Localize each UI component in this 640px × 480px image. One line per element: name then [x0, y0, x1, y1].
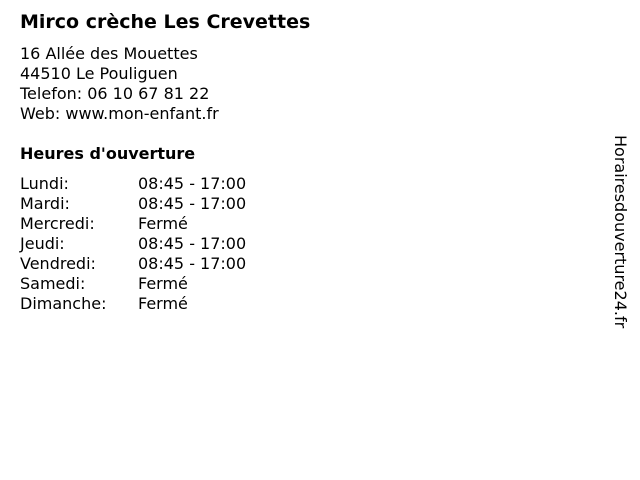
- address-line-city: 44510 Le Pouliguen: [20, 64, 178, 83]
- hours-row-saturday: [20, 274, 246, 294]
- hours-row-sunday: [20, 294, 246, 314]
- business-contact: [20, 44, 219, 124]
- day-hours: Fermé: [138, 214, 188, 233]
- day-hours: 08:45 - 17:00: [138, 254, 247, 273]
- opening-hours-heading: Heures d'ouverture: [20, 144, 196, 163]
- phone-number: Telefon: 06 10 67 81 22: [20, 84, 210, 103]
- hours-row-wednesday: [20, 214, 246, 234]
- day-hours: 08:45 - 17:00: [138, 174, 247, 193]
- hours-row-friday: [20, 254, 246, 274]
- business-name: Mirco crèche Les Crevettes: [20, 11, 311, 33]
- site-watermark-label: Horairesdouverture24.fr: [611, 135, 630, 329]
- day-label: Mardi:: [20, 194, 70, 213]
- day-label: Jeudi:: [20, 234, 65, 253]
- day-hours: Fermé: [138, 294, 188, 313]
- day-label: Mercredi:: [20, 214, 95, 233]
- opening-hours-table: [20, 174, 246, 314]
- website: Web: www.mon-enfant.fr: [20, 104, 219, 123]
- day-label: Vendredi:: [20, 254, 96, 273]
- hours-row-monday: [20, 174, 246, 194]
- hours-row-thursday: [20, 234, 246, 254]
- address-line-street: 16 Allée des Mouettes: [20, 44, 198, 63]
- day-label: Dimanche:: [20, 294, 107, 313]
- day-label: Samedi:: [20, 274, 86, 293]
- hours-row-tuesday: [20, 194, 246, 214]
- day-label: Lundi:: [20, 174, 69, 193]
- day-hours: Fermé: [138, 274, 188, 293]
- day-hours: 08:45 - 17:00: [138, 194, 247, 213]
- day-hours: 08:45 - 17:00: [138, 234, 247, 253]
